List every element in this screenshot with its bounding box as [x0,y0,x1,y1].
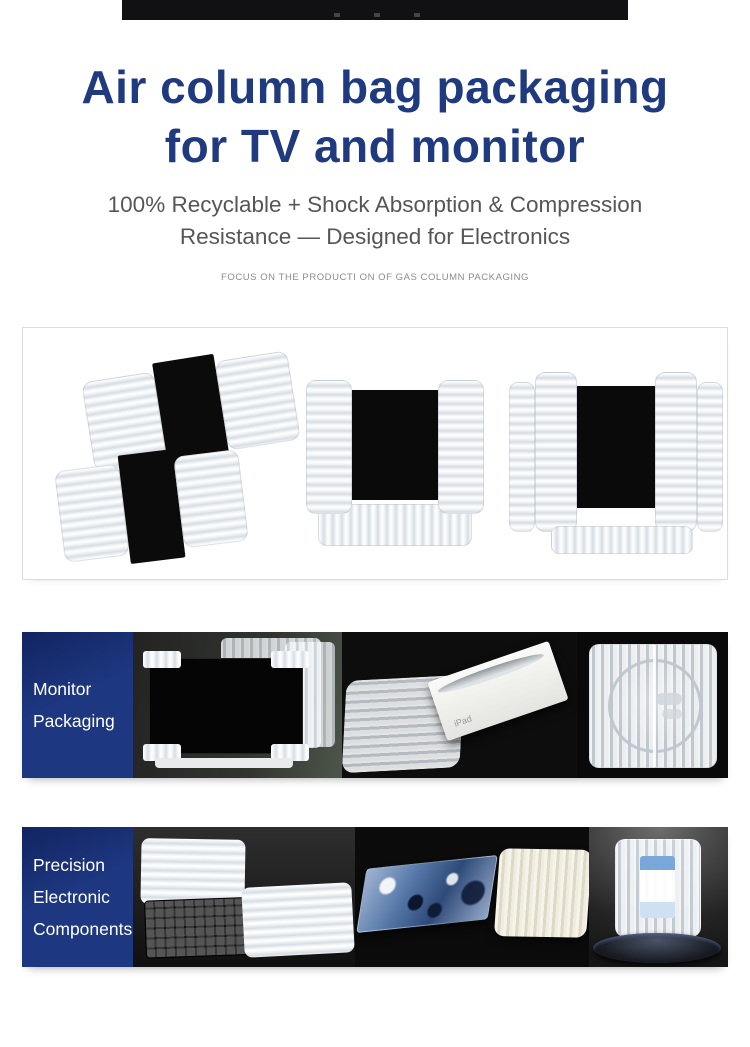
air-columns [655,372,697,532]
ipad-box-label: iPad [452,713,474,729]
hero-gallery [22,327,728,580]
title-line-1: Air column bag packaging [81,61,669,113]
row-label-line: Packaging [33,711,115,731]
monitor-base-cushion [155,758,293,768]
air-column-pouch [494,848,589,937]
page-subtitle: 100% Recyclable + Shock Absorption & Compression Resistance — Designed for Electronics [107,192,643,249]
photo-standing-air-column-wrap [295,380,495,552]
air-column-bag [589,644,717,768]
air-columns [54,464,129,563]
packed-product-label [640,856,675,918]
row-label [22,827,133,967]
air-columns [509,382,535,532]
air-column-wrap [54,449,249,563]
feature-row-monitor-packaging [22,632,728,778]
air-columns [306,380,352,514]
air-columns [697,382,723,532]
photo-air-column-wraps-with-tablets [59,360,309,560]
turntable-pedestal [593,933,721,963]
device-screen [352,390,438,500]
box-lid-shadow [436,649,546,697]
plate-detail [656,693,682,705]
monitor-screen [149,658,303,754]
top-banner-fragment [122,0,628,20]
row-label [22,632,133,778]
banner-speck [414,13,420,17]
air-column-pack [615,839,701,937]
row-label-line: Precision [33,855,105,875]
row-label-line: Electronic [33,887,110,907]
photo-large-air-column-wrap [505,372,727,556]
air-columns [535,372,577,532]
page-tagline: FOCUS ON THE PRODUCTI ON OF GAS COLUMN PACKAGING [221,272,529,283]
row-label-line: Components [33,919,133,939]
air-column-wrap [295,380,495,512]
feature-row-precision-electronics [22,827,728,967]
photo-ipad-box-on-air-cushion [342,632,577,778]
page-title [0,58,750,176]
photo-pcb-and-air-column-pouch [355,827,589,967]
row-label-line: Monitor [33,679,92,699]
air-columns [215,350,301,450]
air-column-mat [241,882,355,958]
air-column-wrap [505,372,727,532]
photo-monitor-with-corner-protectors [133,632,342,778]
title-line-2: for TV and monitor [164,120,586,172]
plate-detail [662,709,682,719]
banner-speck [334,13,340,17]
air-column-wrap [81,350,301,471]
photo-round-plate-in-air-column-bag [577,632,728,778]
corner-protector [143,651,181,668]
pcb-board [356,855,498,933]
air-column-mat [140,838,245,906]
air-columns [173,449,248,548]
device-screen [577,386,655,508]
photo-keyboard-with-air-column-mats [133,827,355,967]
air-pillow-base [551,526,693,554]
air-columns [438,380,484,514]
round-plate [608,659,702,753]
corner-protector [271,651,309,668]
banner-speck [374,13,380,17]
photo-air-column-pack-on-turntable [589,827,728,967]
ipad-box [427,641,568,741]
